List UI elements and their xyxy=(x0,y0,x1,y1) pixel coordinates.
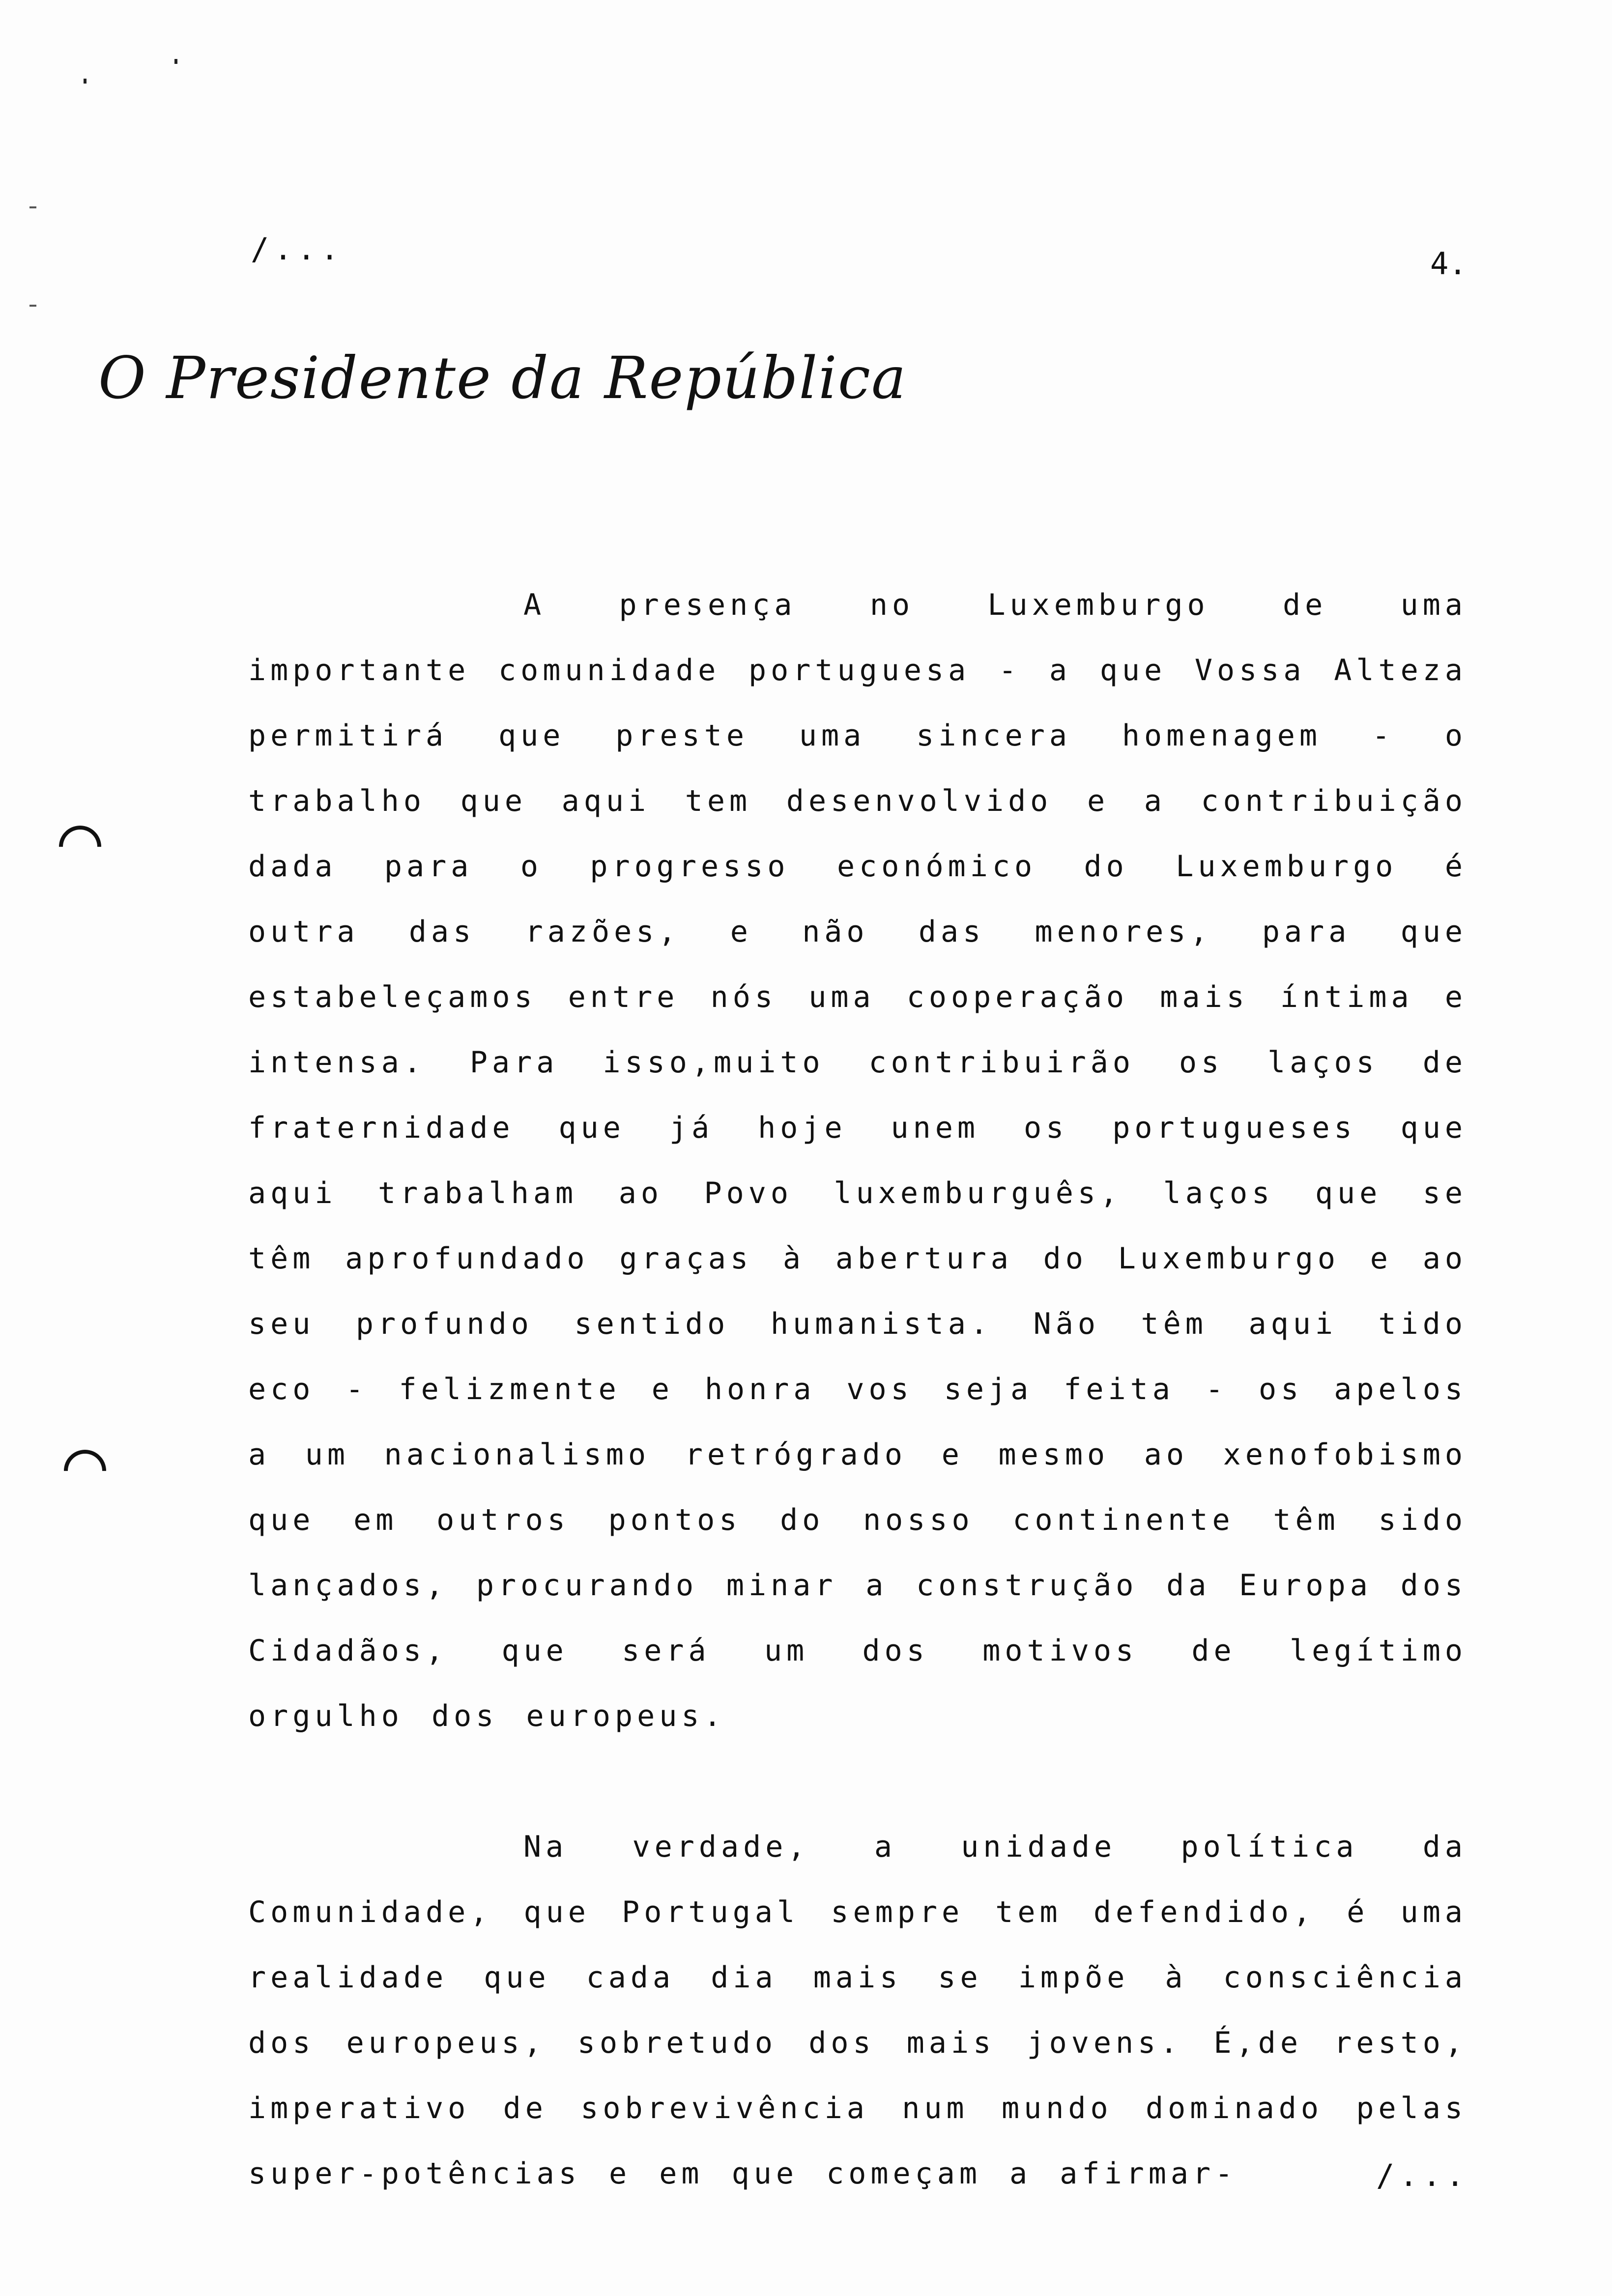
scan-speck xyxy=(174,59,177,64)
punch-hole-mark xyxy=(50,817,110,877)
scan-speck xyxy=(84,79,86,84)
letterhead-title: O Presidente da República xyxy=(98,344,907,412)
punch-hole-mark xyxy=(55,1441,115,1501)
letter-body xyxy=(248,573,1467,2207)
continuation-marker-top: /... xyxy=(251,231,344,267)
paragraph-2: Na verdade, a unidade política da Comunidade, que Portugal sempre tem defendido, é uma realidade que cada dia mais se impõe à consciência dos europeus, sobretudo dos mais jovens. É,de resto, imperativo de sobrevivência num mundo dominado pelas super-potências e em que começam a afirmar- xyxy=(248,1830,1467,2191)
page-number: 4. xyxy=(1430,246,1467,282)
paragraph-1: A presença no Luxemburgo de uma importante comunidade portuguesa - a que Vossa Alteza permitirá que preste uma sincera homenagem - o trabalho que aqui tem desenvolvido e a contribuição dada para o progresso económico do Luxemburgo é outra das razões, e não das menores, para que estabeleçamos entre nós uma cooperação mais íntima e intensa. Para isso,muito contribuirão os laços de fraternidade que já hoje unem os portugueses que aqui trabalham ao Povo luxemburguês, laços que se têm aprofundado graças à abertura do Luxemburgo e ao seu profundo sentido humanista. Não têm aqui tido eco - felizmente e honra vos seja feita - os apelos a um nacionalismo retrógrado e mesmo ao xenofobismo que em outros pontos do nosso continente têm sido lançados, procurando minar a construção da Europa dos Cidadãos, que será um dos motivos de legítimo orgulho dos europeus. xyxy=(248,588,1467,1733)
margin-tick xyxy=(29,305,36,307)
continuation-marker-bottom: /... xyxy=(1376,2157,1469,2193)
margin-tick xyxy=(29,206,36,208)
